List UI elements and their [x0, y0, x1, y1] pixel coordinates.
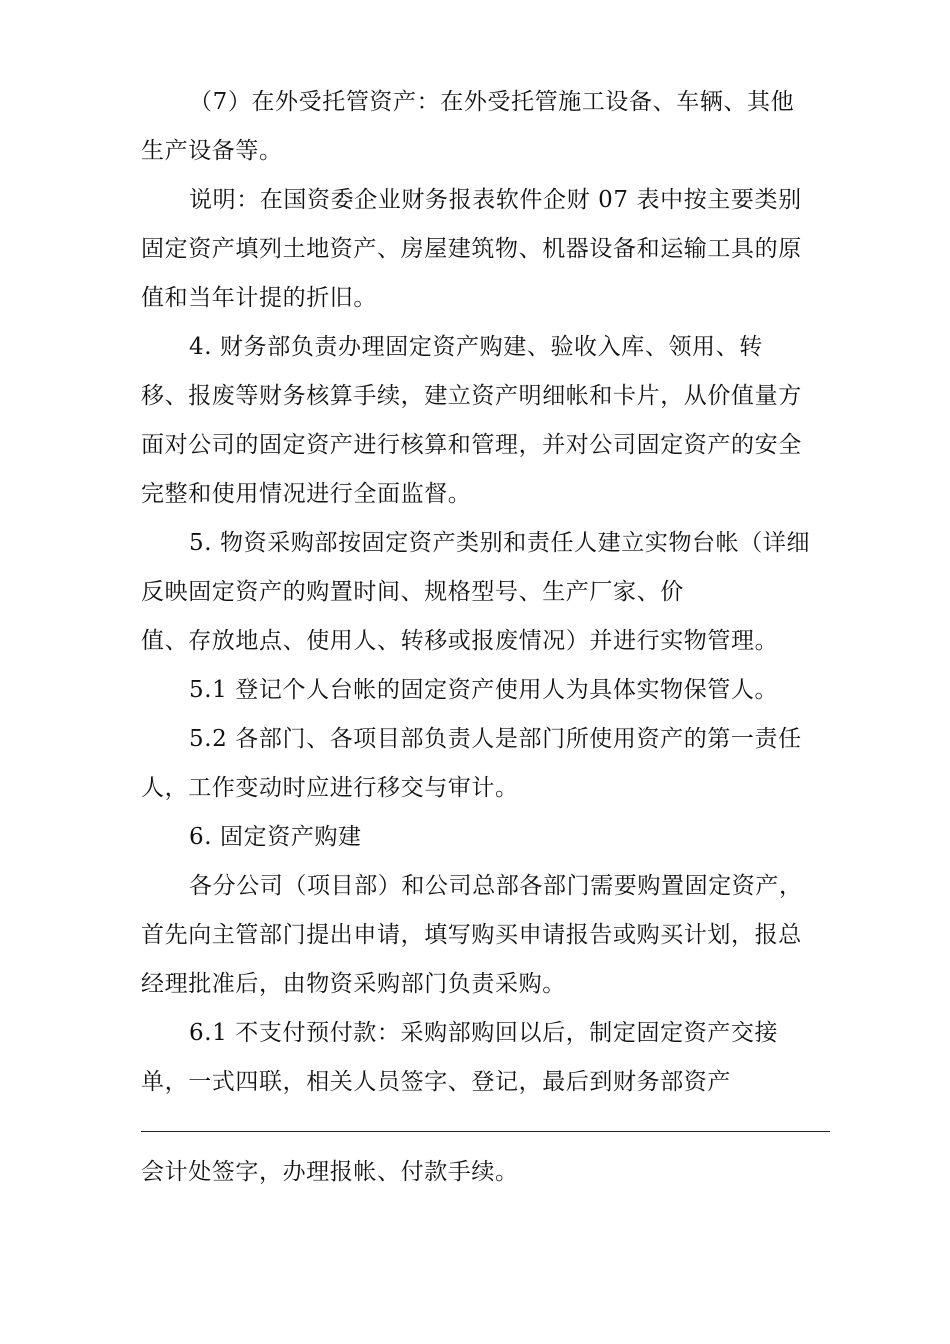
text-line: 6. 固定资产购建	[189, 824, 362, 850]
text-line: 值和当年计提的折旧。	[141, 285, 377, 311]
text-line: 说明：在国资委企业财务报表软件企财 07 表中按主要类别	[189, 187, 802, 213]
paragraph-section-5	[141, 519, 831, 666]
text-line: 5.1 登记个人台帐的固定资产使用人为具体实物保管人。	[189, 677, 779, 703]
text-line: 各分公司（项目部）和公司总部各部门需要购置固定资产，	[189, 873, 803, 899]
text-line: 生产设备等。	[141, 138, 283, 164]
text-line: 完整和使用情况进行全面监督。	[141, 481, 472, 507]
text-line: 单，一式四联，相关人员签字、登记，最后到财务部资产	[141, 1069, 731, 1095]
text-line: 6.1 不支付预付款：采购部购回以后，制定固定资产交接	[189, 1020, 779, 1046]
text-line: 5. 物资采购部按固定资产类别和责任人建立实物台帐（详细	[189, 530, 811, 556]
paragraph-section-4	[141, 323, 831, 519]
text-line: 反映固定资产的购置时间、规格型号、生产厂家、价	[141, 579, 684, 605]
text-line: （7）在外受托管资产：在外受托管施工设备、车辆、其他	[189, 89, 795, 115]
paragraph-section-6-1	[141, 1009, 831, 1107]
body-text	[141, 78, 831, 1107]
text-line: 5.2 各部门、各项目部负责人是部门所使用资产的第一责任	[189, 726, 802, 752]
paragraph-section-5-1	[141, 666, 831, 715]
page-divider-line	[141, 1131, 830, 1132]
text-line: 面对公司的固定资产进行核算和管理，并对公司固定资产的安全	[141, 432, 802, 458]
section-heading-6	[141, 813, 831, 862]
paragraph-entrusted-assets	[141, 78, 831, 176]
continuation-text: 会计处签字，办理报帐、付款手续。	[141, 1159, 519, 1185]
paragraph-purchase-request	[141, 862, 831, 1009]
text-line: 人，工作变动时应进行移交与审计。	[141, 775, 519, 801]
text-line: 移、报废等财务核算手续，建立资产明细帐和卡片，从价值量方	[141, 383, 802, 409]
text-line: 经理批准后，由物资采购部门负责采购。	[141, 971, 566, 997]
text-line: 首先向主管部门提出申请，填写购买申请报告或购买计划，报总	[141, 922, 802, 948]
text-line: 值、存放地点、使用人、转移或报废情况）并进行实物管理。	[141, 628, 779, 654]
text-line: 4. 财务部负责办理固定资产购建、验收入库、领用、转	[189, 334, 763, 360]
text-line: 固定资产填列土地资产、房屋建筑物、机器设备和运输工具的原	[141, 236, 802, 262]
paragraph-section-5-2	[141, 715, 831, 813]
paragraph-explanation	[141, 176, 831, 323]
